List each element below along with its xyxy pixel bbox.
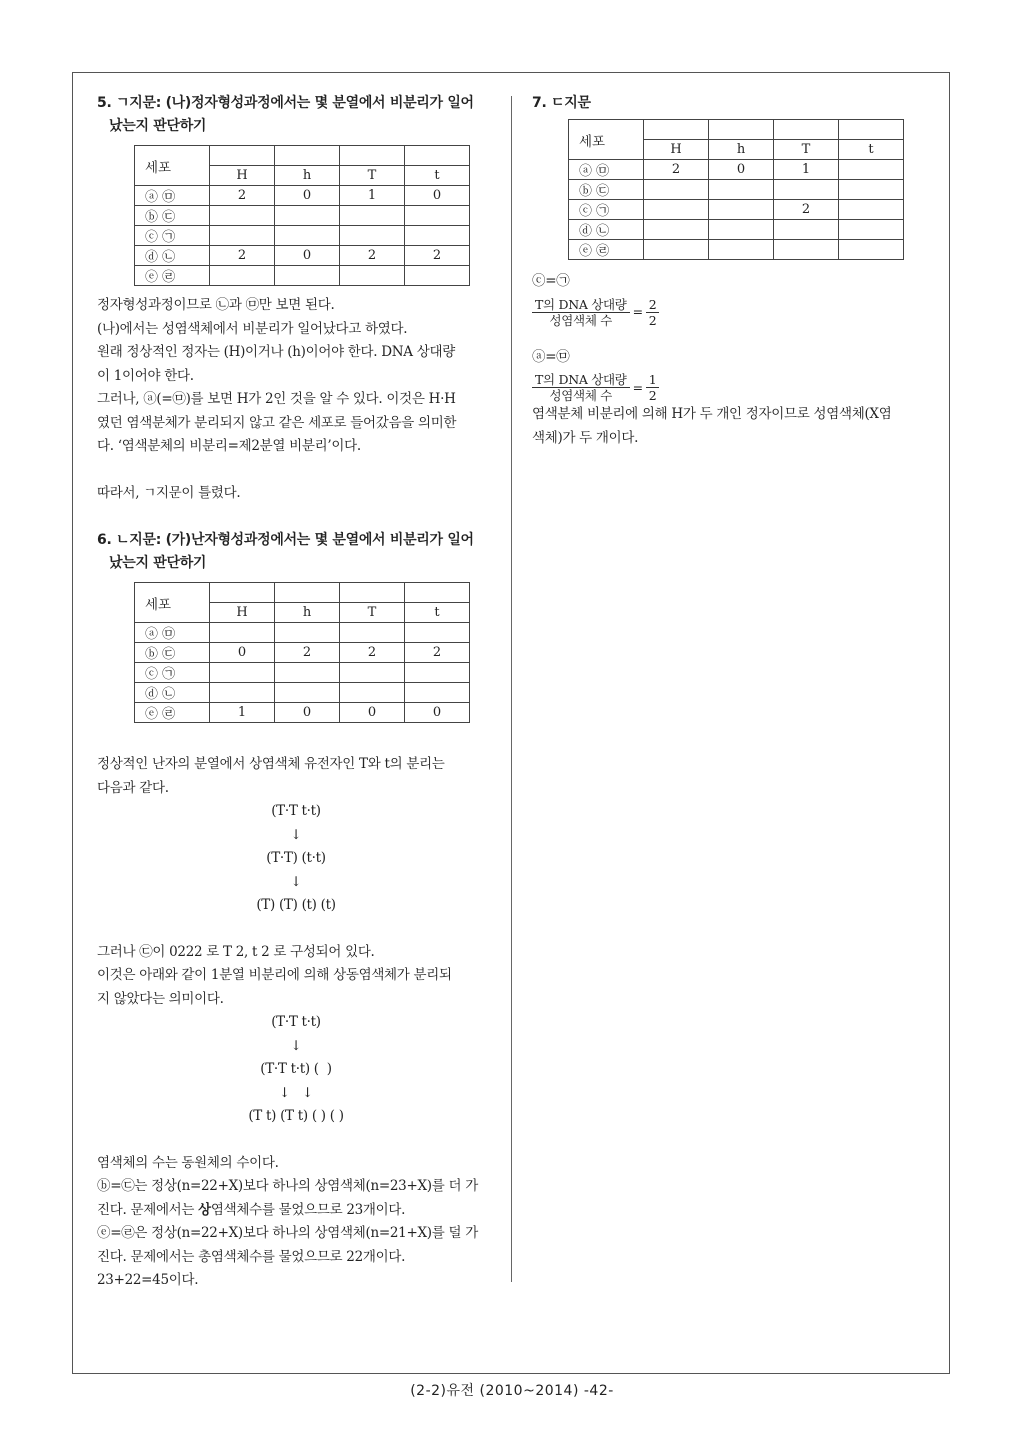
q5-genotype-table: [134, 145, 470, 286]
q7-p1a: 염색분체 비분리에 의해 H가 두 개인 정자이므로 성염색체(X염: [532, 406, 892, 422]
table-cell: [709, 240, 774, 260]
table-cell: [340, 206, 405, 226]
table-cell: [709, 200, 774, 220]
q5-title-line2: 났는지 판단하기: [109, 118, 207, 134]
table-row-label: ⓔ ㉣: [135, 703, 210, 723]
q5-explanation: [97, 294, 495, 505]
table-cell: [774, 240, 839, 260]
left-column: [97, 92, 495, 1293]
table-row-label: ⓓ ㉡: [135, 683, 210, 703]
table-cell: [405, 226, 470, 246]
table-cell: [405, 663, 470, 683]
table-row: [135, 266, 470, 286]
table-col-header: H: [644, 140, 709, 160]
table-cell: 0: [405, 186, 470, 206]
table-cell: 0: [275, 186, 340, 206]
q6-p1a: 정상적인 난자의 분열에서 상염색체 유전자인 T와 t의 분리는: [97, 756, 445, 772]
table-cell: [644, 180, 709, 200]
q7-genotype-table: [568, 119, 904, 260]
diagram-line: (T·T) (t·t): [266, 850, 326, 866]
table-cell: 2: [405, 246, 470, 266]
q7-case1-label: ⓒ=㉠: [532, 273, 570, 289]
q6-table-wrap: [134, 582, 495, 723]
table-cell: 2: [340, 246, 405, 266]
q6-p3b: 지 않았다는 의미이다.: [97, 990, 224, 1007]
q6-p7: 23+22=45이다.: [97, 1272, 199, 1288]
right-column: [532, 92, 927, 450]
table-row-label: ⓔ ㉣: [135, 266, 210, 286]
table-cell: [275, 206, 340, 226]
table-row: [569, 200, 904, 220]
table-cell: 1: [340, 186, 405, 206]
diagram-line: (T·T t·t): [271, 1014, 321, 1030]
table-cell: [275, 226, 340, 246]
table-row: [135, 226, 470, 246]
q7-f1-num: T의 DNA 상대량: [532, 297, 630, 313]
table-row-label: ⓐ ㉤: [569, 160, 644, 180]
table-cell: [774, 180, 839, 200]
table-col-header: t: [839, 140, 904, 160]
q7-case2-label: ⓐ=㉤: [532, 348, 570, 365]
q6-diagram-nondisjunction: [97, 1011, 495, 1129]
table-cell: 1: [210, 703, 275, 723]
table-header-blank: [405, 146, 470, 166]
table-row: [135, 643, 470, 663]
table-row-label: ⓑ ㉢: [135, 643, 210, 663]
table-row-label: ⓐ ㉤: [135, 623, 210, 643]
table-row-label: ⓒ ㉠: [135, 226, 210, 246]
table-cell: 2: [774, 200, 839, 220]
table-cell: [210, 266, 275, 286]
table-col-header: h: [709, 140, 774, 160]
table-col-header: H: [210, 166, 275, 186]
q6-p5b-bold: 상: [198, 1201, 211, 1218]
table-cell: [709, 220, 774, 240]
table-row: [569, 180, 904, 200]
table-cell: 0: [405, 703, 470, 723]
table-cell: [210, 226, 275, 246]
table-row: [569, 160, 904, 180]
q7-fraction-2: [532, 372, 659, 403]
table-header-blank: [774, 120, 839, 140]
table-header-blank: [405, 583, 470, 603]
q6-p4: 염색체의 수는 동원체의 수이다.: [97, 1154, 279, 1171]
table-cell: [340, 226, 405, 246]
q7-table-wrap: [568, 119, 927, 260]
table-row-label: ⓓ ㉡: [569, 220, 644, 240]
table-cell: 0: [275, 703, 340, 723]
table-cell: [839, 220, 904, 240]
table-cell: 0: [275, 246, 340, 266]
table-cell: [839, 160, 904, 180]
q6-genotype-table: [134, 582, 470, 723]
q7-f1-den: 성염색체 수: [549, 312, 613, 328]
q7-f2-rden: 2: [648, 388, 657, 403]
q7-f2-den: 성염색체 수: [549, 388, 613, 403]
table-header-blank: [644, 120, 709, 140]
table-header-blank: [210, 583, 275, 603]
table-row: [135, 623, 470, 643]
q5-p5: 따라서, ㄱ지문이 틀렸다.: [97, 484, 241, 501]
q7-title: 7. ㄷ지문: [532, 95, 591, 111]
q6-explanation: [97, 753, 495, 1293]
table-cell: 2: [340, 643, 405, 663]
q7-f2-eq: =: [632, 379, 643, 395]
diagram-line: (T·T t·t) ( ): [260, 1061, 332, 1077]
q6-title-line1: 6. ㄴ지문: (가)난자형성과정에서는 몇 분열에서 비분리가 일어: [97, 532, 474, 548]
q6-title: [97, 529, 495, 575]
table-cell: [210, 663, 275, 683]
table-corner-label: 세포: [135, 146, 210, 186]
q6-p2: 그러나 ㉢이 0222 로 T 2, t 2 로 구성되어 있다.: [97, 943, 375, 960]
table-cell: 2: [210, 186, 275, 206]
table-cell: [709, 180, 774, 200]
q6-title-line2: 났는지 판단하기: [109, 555, 207, 571]
table-col-header: T: [340, 603, 405, 623]
table-col-header: h: [275, 166, 340, 186]
q6-p3a: 이것은 아래와 같이 1분열 비분리에 의해 상동염색체가 분리되: [97, 967, 452, 983]
table-col-header: t: [405, 603, 470, 623]
table-col-header: h: [275, 603, 340, 623]
column-divider: [511, 96, 512, 1282]
table-cell: [405, 266, 470, 286]
q7-f1-eq: =: [632, 304, 643, 320]
page-footer: (2-2)유전 (2010~2014) -42-: [410, 1383, 614, 1399]
table-cell: [340, 683, 405, 703]
diagram-line: ↓: [290, 1037, 302, 1054]
table-row-label: ⓓ ㉡: [135, 246, 210, 266]
q6-diagram-normal: [97, 800, 495, 918]
q5-title: [97, 92, 495, 138]
q5-p2: (나)에서는 성염색체에서 비분리가 일어났다고 하였다.: [97, 320, 408, 337]
table-row: [135, 246, 470, 266]
q5-p4a: 그러나, ⓐ(=㉤)를 보면 H가 2인 것을 알 수 있다. 이것은 H·H: [97, 391, 456, 407]
table-cell: [340, 623, 405, 643]
table-cell: [210, 683, 275, 703]
table-cell: [839, 240, 904, 260]
q7-fraction-1: [532, 297, 659, 328]
table-row: [135, 683, 470, 703]
table-cell: [275, 683, 340, 703]
table-cell: [644, 220, 709, 240]
q5-p1: 정자형성과정이므로 ㉡과 ㉤만 보면 된다.: [97, 297, 335, 313]
table-col-header: T: [774, 140, 839, 160]
table-cell: [275, 663, 340, 683]
table-header-blank: [210, 146, 275, 166]
q6-p6a: ⓔ=㉣은 정상(n=22+X)보다 하나의 상염색체(n=21+X)를 덜 가: [97, 1225, 478, 1241]
table-cell: 0: [709, 160, 774, 180]
table-cell: 0: [210, 643, 275, 663]
table-header-blank: [275, 583, 340, 603]
q7-f1-rden: 2: [648, 312, 657, 328]
table-header-blank: [340, 583, 405, 603]
q5-p3b: 이 1이어야 한다.: [97, 367, 194, 384]
table-col-header: T: [340, 166, 405, 186]
table-row: [569, 220, 904, 240]
diagram-line: (T t) (T t) ( ) ( ): [248, 1108, 344, 1124]
table-header-blank: [275, 146, 340, 166]
q5-title-line1: 5. ㄱ지문: (나)정자형성과정에서는 몇 분열에서 비분리가 일어: [97, 95, 474, 111]
table-cell: [774, 220, 839, 240]
table-cell: [839, 180, 904, 200]
table-cell: [405, 623, 470, 643]
table-header-blank: [709, 120, 774, 140]
diagram-line: (T) (T) (t) (t): [256, 897, 336, 913]
table-cell: [644, 240, 709, 260]
table-corner-label: 세포: [135, 583, 210, 623]
table-cell: 1: [774, 160, 839, 180]
table-col-header: H: [210, 603, 275, 623]
table-row: [135, 206, 470, 226]
table-col-header: t: [405, 166, 470, 186]
q6-p5b-post: 염색체수를 물었으므로 23개이다.: [210, 1201, 406, 1218]
table-row: [135, 703, 470, 723]
table-cell: [405, 206, 470, 226]
table-cell: [340, 266, 405, 286]
table-cell: 2: [210, 246, 275, 266]
table-cell: [275, 623, 340, 643]
table-cell: [644, 200, 709, 220]
q6-p6b: 진다. 문제에서는 총염색체수를 물었으므로 22개이다.: [97, 1248, 406, 1265]
table-cell: 2: [275, 643, 340, 663]
table-row-label: ⓑ ㉢: [135, 206, 210, 226]
q7-p1b: 색체)가 두 개이다.: [532, 429, 639, 446]
table-cell: [275, 266, 340, 286]
table-cell: [210, 623, 275, 643]
table-corner-label: 세포: [569, 120, 644, 160]
table-row-label: ⓒ ㉠: [569, 200, 644, 220]
q5-p4b: 였던 염색분체가 분리되지 않고 같은 세포로 들어갔음을 의미한: [97, 414, 457, 431]
diagram-line: ↓ ↓: [279, 1084, 313, 1101]
table-cell: 2: [644, 160, 709, 180]
q5-p3a: 원래 정상적인 정자는 (H)이거나 (h)이어야 한다. DNA 상대량: [97, 344, 455, 360]
table-row-label: ⓔ ㉣: [569, 240, 644, 260]
diagram-line: ↓: [290, 873, 302, 890]
q7-f1-rnum: 2: [646, 297, 660, 313]
q5-p4c: 다. ‘염색분체의 비분리=제2분열 비분리’이다.: [97, 438, 361, 454]
table-row-label: ⓒ ㉠: [135, 663, 210, 683]
q6-p1b: 다음과 같다.: [97, 779, 169, 796]
table-header-blank: [839, 120, 904, 140]
table-row: [569, 240, 904, 260]
table-cell: 0: [340, 703, 405, 723]
q6-p5a: ⓑ=㉢는 정상(n=22+X)보다 하나의 상염색체(n=23+X)를 더 가: [97, 1178, 478, 1194]
q6-p5b: [97, 1199, 495, 1223]
q7-f2-num: T의 DNA 상대량: [532, 372, 630, 388]
table-row-label: ⓑ ㉢: [569, 180, 644, 200]
diagram-line: (T·T t·t): [271, 803, 321, 819]
table-cell: [839, 200, 904, 220]
table-row: [135, 186, 470, 206]
diagram-line: ↓: [290, 826, 302, 843]
table-cell: [405, 683, 470, 703]
table-cell: [210, 206, 275, 226]
table-cell: 2: [405, 643, 470, 663]
q5-table-wrap: [134, 145, 495, 286]
table-cell: [340, 663, 405, 683]
table-row-label: ⓐ ㉤: [135, 186, 210, 206]
table-row: [135, 663, 470, 683]
q7-f2-rnum: 1: [646, 372, 660, 388]
q6-p5b-pre: 진다. 문제에서는: [97, 1201, 199, 1218]
table-header-blank: [340, 146, 405, 166]
q7-explanation: [532, 270, 927, 450]
